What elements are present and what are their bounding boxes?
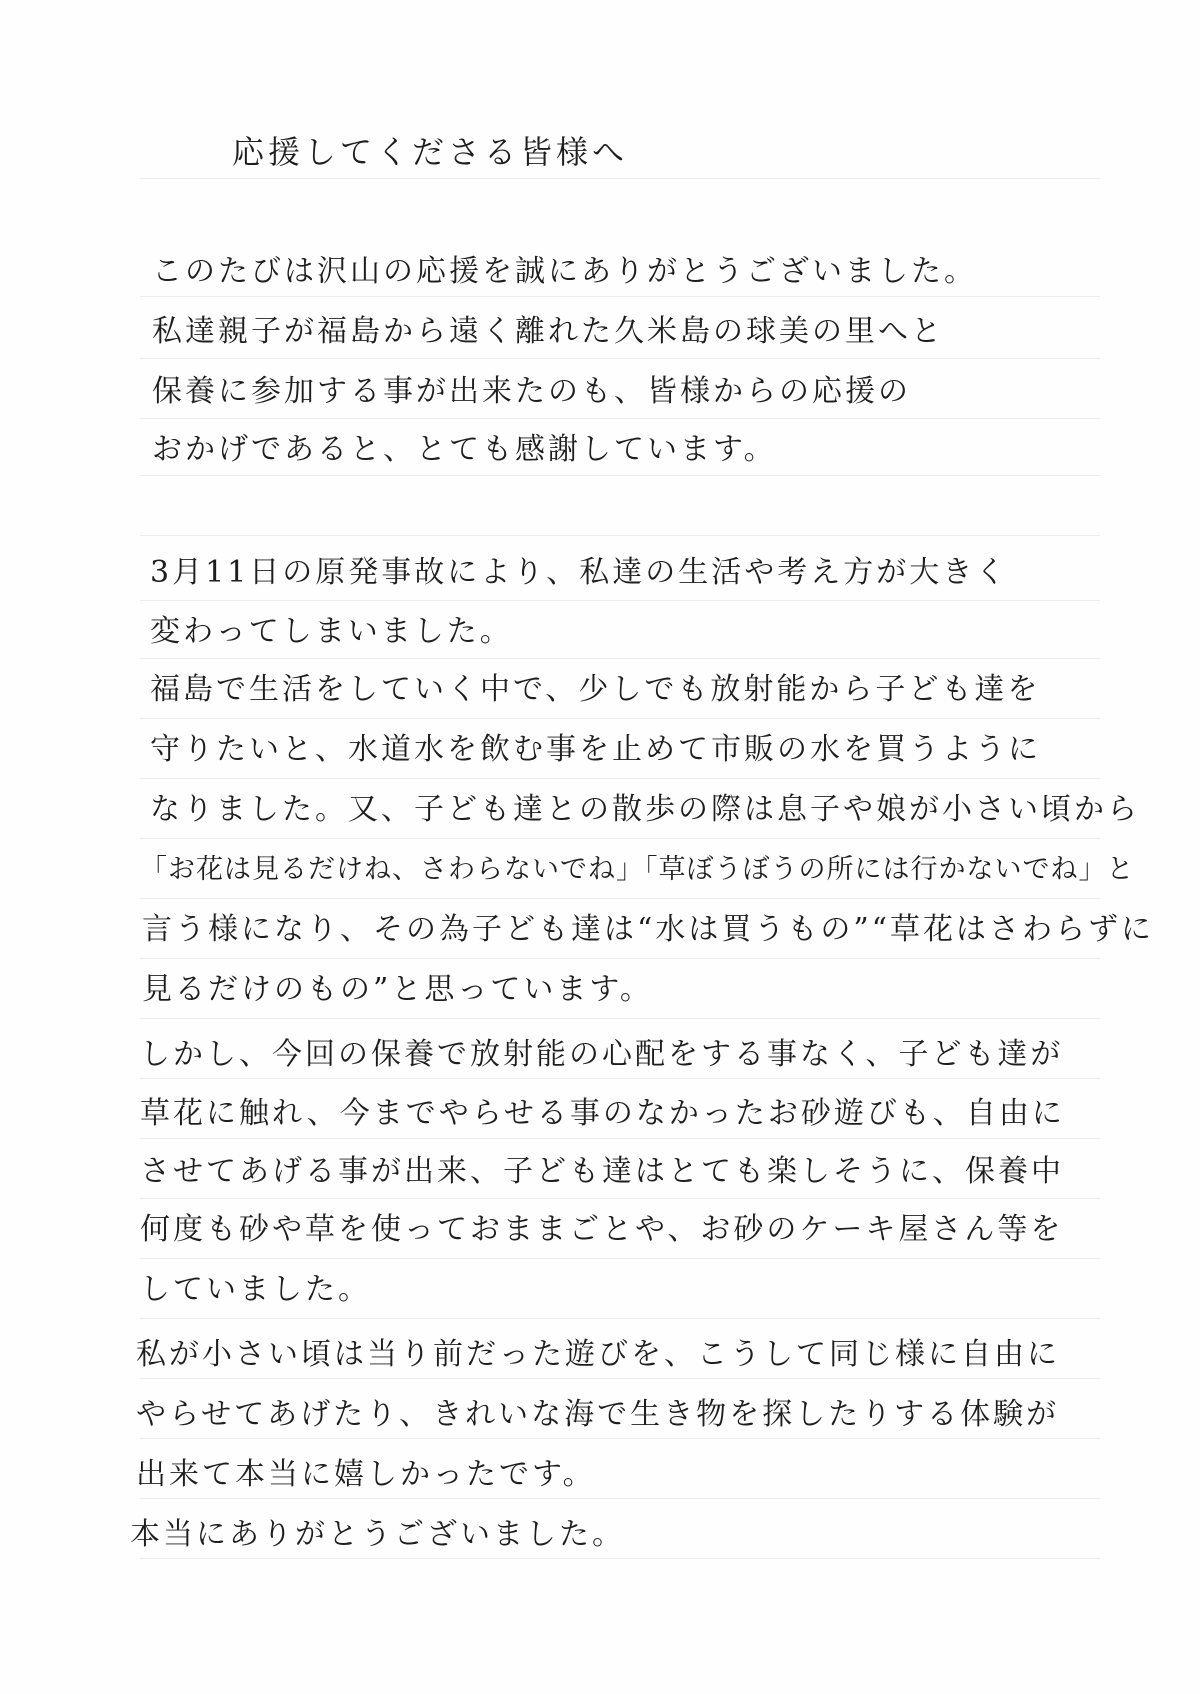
ruled-line: [140, 778, 1100, 779]
letter-line: 見るだけのもの”と思っています。: [142, 972, 653, 1007]
ruled-line: [140, 718, 1100, 719]
letter-line: 保養に参加する事が出来たのも、皆様からの応援の: [152, 374, 911, 409]
ruled-line: [140, 535, 1100, 536]
ruled-line: [140, 1078, 1100, 1079]
letter-line: 変わってしまいました。: [150, 614, 513, 649]
ruled-line: [140, 898, 1100, 899]
letter-line: させてあげる事が出来、子ども達はとても楽しそうに、保養中: [140, 1154, 1064, 1189]
letter-line: このたびは沢山の応援を誠にありがとうございました。: [152, 254, 977, 289]
ruled-line: [140, 958, 1100, 959]
ruled-line: [140, 296, 1100, 297]
ruled-line: [140, 1258, 1100, 1259]
ruled-line: [140, 358, 1100, 359]
letter-line: やらせてあげたり、きれいな海で生き物を探したりする体験が: [136, 1397, 1060, 1432]
letter-title: 応援してくださる皆様へ: [232, 133, 629, 171]
ruled-line: [140, 658, 1100, 659]
letter-line: おかげであると、とても感謝しています。: [152, 432, 777, 467]
ruled-line: [140, 838, 1100, 839]
ruled-line: [140, 418, 1100, 419]
letter-line: 私達親子が福島から遠く離れた久米島の球美の里へと: [152, 314, 944, 349]
letter-line: していました。: [140, 1272, 371, 1307]
letter-line: 言う様になり、その為子ども達は“水は買うもの”“草花はさわらずに: [142, 912, 1155, 947]
letter-line: 草花に触れ、今までやらせる事のなかったお砂遊びも、自由に: [140, 1096, 1065, 1131]
ruled-line: [140, 1318, 1100, 1319]
ruled-line: [140, 600, 1100, 601]
letter-line: 福島で生活をしていく中で、少しでも放射能から子ども達を: [150, 672, 1041, 707]
ruled-line: [140, 1498, 1100, 1499]
letter-line: しかし、今回の保養で放射能の心配をする事なく、子ども達が: [140, 1037, 1064, 1072]
ruled-line: [140, 1558, 1100, 1559]
letter-line: 私が小さい頃は当り前だった遊びを、こうして同じ様に自由に: [136, 1337, 1060, 1372]
ruled-line: [140, 1198, 1100, 1199]
ruled-line: [140, 1138, 1100, 1139]
letter-line: 3月11日の原発事故により、私達の生活や考え方が大きく: [150, 555, 1009, 590]
letter-line: 何度も砂や草を使っておままごとや、お砂のケーキ屋さん等を: [140, 1212, 1064, 1247]
ruled-line: [140, 178, 1100, 179]
letter-line: 「お花は見るだけね、さわらないでね」「草ぼうぼうの所には行かないでね」と: [140, 854, 1135, 885]
letter-line: 本当にありがとうございました。: [130, 1517, 625, 1552]
ruled-line: [140, 1018, 1100, 1019]
letter-line: 出来て本当に嬉しかったです。: [136, 1457, 596, 1492]
ruled-line: [140, 1378, 1100, 1379]
ruled-line: [140, 1438, 1100, 1439]
ruled-line: [140, 475, 1100, 476]
letter-line: 守りたいと、水道水を飲む事を止めて市販の水を買うように: [150, 732, 1041, 767]
letter-line: なりました。又、子ども達との散歩の際は息子や娘が小さい頃から: [150, 792, 1140, 827]
